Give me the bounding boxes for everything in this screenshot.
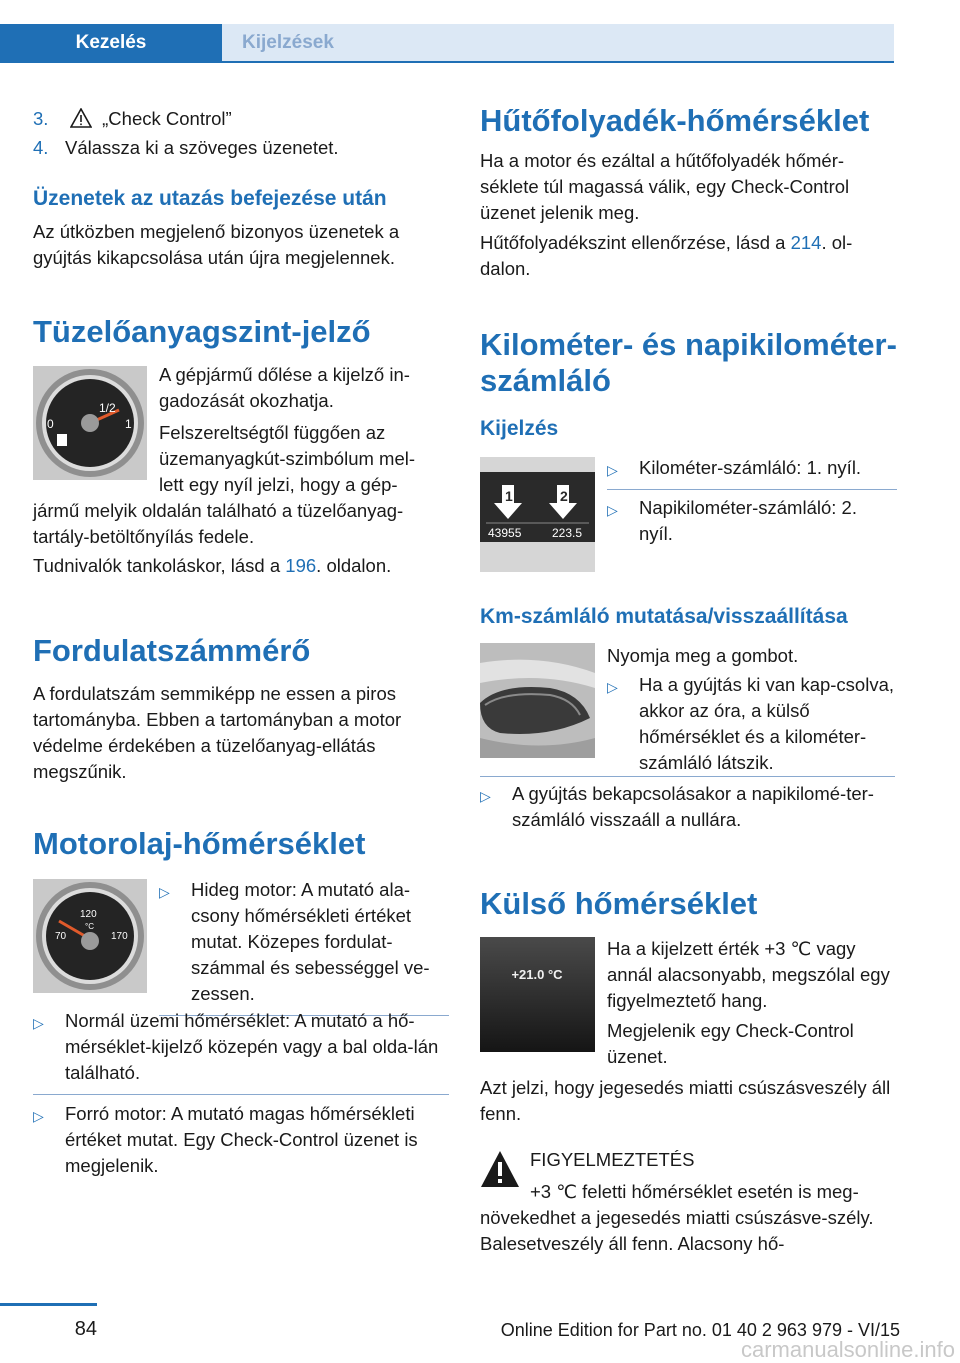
- divider: [480, 776, 895, 777]
- fuel-p2-b: lett egy nyíl jelzi, hogy a gép-: [159, 474, 398, 495]
- temp-display-icon: [480, 937, 595, 1052]
- fuel-p1: A gépjármű dőlése a kijelző in-gadozását okozhatja.: [159, 364, 410, 411]
- oil-list-2: [33, 1008, 449, 1179]
- triangle-bullet-icon: ▷: [480, 788, 491, 804]
- triangle-bullet-icon: ▷: [607, 462, 618, 478]
- list-item: ▷ Napikilométer-számláló: 2. nyíl.: [607, 495, 897, 547]
- warning-title: FIGYELMEZTETÉS: [530, 1149, 695, 1170]
- warning-text-a: +3 ℃ feletti hőmérséklet esetén is meg-: [530, 1181, 859, 1202]
- svg-text:70: 70: [55, 931, 67, 942]
- reset-p: Nyomja meg a gombot.: [607, 645, 799, 666]
- watermark: carmanualsonline.info: [740, 1337, 955, 1362]
- fuel-p3: Tudnivalók tankoláskor, lásd a 196. oldalon.: [33, 555, 392, 576]
- reset-button-icon: [480, 643, 595, 758]
- divider: [607, 489, 897, 490]
- divider: [33, 1094, 449, 1095]
- fuel-heading: Tüzelőanyagszint-jelző: [33, 314, 371, 349]
- page-link-196[interactable]: 196: [285, 555, 317, 576]
- ext-heading: Külső hőmérséklet: [480, 886, 758, 921]
- odometer-display-icon: [480, 457, 595, 572]
- ext-p3: Azt jelzi, hogy jegesedés miatti csúszásveszély áll fenn.: [480, 1077, 891, 1124]
- left-column: [33, 106, 448, 161]
- tab-kijelzesek[interactable]: Kijelzések: [222, 24, 894, 62]
- oil-list-1: [159, 877, 449, 1016]
- header-divider: [0, 61, 894, 63]
- step-4: 4. Válassza ki a szöveges üzenetet.: [33, 137, 339, 158]
- triangle-bullet-icon: ▷: [33, 1108, 44, 1124]
- warning-text-b: növekedhet a jegesedés miatti csúszásve-szély. Balesetveszély áll fenn. Alacsony hő-: [480, 1207, 874, 1254]
- warning-icon: [480, 1150, 520, 1190]
- odometer-image: [480, 457, 595, 572]
- triangle-bullet-icon: ▷: [159, 884, 170, 900]
- fuel-gauge-image: [33, 366, 147, 480]
- oil-temp-gauge-icon: [33, 879, 147, 993]
- oil-heading: Motorolaj-hőmérséklet: [33, 826, 366, 861]
- ext-p2: Megjelenik egy Check-Control üzenet.: [607, 1020, 854, 1067]
- list-item: ▷ Kilométer-számláló: 1. nyíl.: [607, 455, 897, 483]
- ext-p1: Ha a kijelzett érték +3 ℃ vagy annál alacsonyabb, megszólal egy figyelmeztető hang.: [607, 938, 890, 1011]
- list-item: ▷ Hideg motor: A mutató ala-csony hőmérsékleti értéket mutat. Közepes fordulat-számmal és sebességgel ve-zessen.: [159, 877, 449, 1007]
- page-number: 84: [74, 1318, 97, 1340]
- rev-heading: Fordulatszámmérő: [33, 633, 311, 668]
- reset-list-1: [607, 672, 897, 776]
- temp-display-image: [480, 937, 595, 1052]
- svg-text:°C: °C: [85, 922, 94, 931]
- step-3: 3. „Check Control”: [33, 108, 232, 129]
- msg-text: Az útközben megjelenő bizonyos üzenetek a gyújtás kikapcsolása után újra megjelennek.: [33, 221, 400, 268]
- msg-heading: Üzenetek az utazás befejezése után: [33, 187, 387, 210]
- display-subheading: Kijelzés: [480, 417, 559, 440]
- edition-text: Online Edition for Part no. 01 40 2 963 979 - VI/15: [500, 1320, 900, 1340]
- list-item: ▷ Forró motor: A mutató magas hőmérsékleti értéket mutat. Egy Check-Control üzenet is megjelenik.: [33, 1101, 449, 1179]
- svg-text:223.5: 223.5: [552, 526, 583, 540]
- svg-text:0: 0: [47, 417, 54, 431]
- reset-button-image: [480, 643, 595, 758]
- triangle-bullet-icon: ▷: [33, 1015, 44, 1031]
- km-heading: Kilométer- és napikilométer-számláló: [480, 327, 897, 398]
- svg-text:43955: 43955: [488, 526, 522, 540]
- svg-text:170: 170: [111, 931, 128, 942]
- svg-text:120: 120: [80, 909, 97, 920]
- list-item: ▷ Normál üzemi hőmérséklet: A mutató a hő-mérséklet-kijelző közepén vagy a bal olda-lán található.: [33, 1008, 449, 1086]
- svg-text:+21.0 °C: +21.0 °C: [511, 967, 563, 982]
- coolant-p2: Hűtőfolyadékszint ellenőrzése, lásd a 214. ol-dalon.: [480, 232, 853, 279]
- reset-subheading: Km-számláló mutatása/visszaállítása: [480, 605, 848, 628]
- tab-kezeles[interactable]: Kezelés: [0, 24, 222, 62]
- list-item: ▷ Ha a gyújtás ki van kap-csolva, akkor az óra, a külső hőmérséklet és a kilométer-számláló látszik.: [607, 672, 897, 776]
- reset-list-2: [480, 781, 895, 833]
- rev-text: A fordulatszám semmiképp ne essen a piros tartományba. Ebben a tartományban a motor védelme érdekében a tüzelőanyag-ellátás megszűnik.: [33, 683, 402, 782]
- list-item: ▷ A gyújtás bekapcsolásakor a napikilomé-ter-számláló visszaáll a nullára.: [480, 781, 895, 833]
- triangle-bullet-icon: ▷: [607, 502, 618, 518]
- svg-text:1: 1: [125, 417, 132, 431]
- fuel-gauge-icon: [33, 366, 147, 480]
- svg-text:2: 2: [560, 488, 568, 504]
- coolant-heading: Hűtőfolyadék-hőmérséklet: [480, 103, 870, 138]
- warning-triangle-icon: [70, 108, 92, 128]
- fuel-p2-a: Felszereltségtől függően az üzemanyagkút-szimbólum mel-: [159, 422, 416, 469]
- display-list: [607, 455, 897, 547]
- fuel-p2-c: jármű melyik oldalán található a tüzelőanyag-tartály-betöltőnyílás fedele.: [33, 500, 404, 547]
- svg-text:1/2: 1/2: [99, 401, 116, 415]
- page-link-214[interactable]: 214: [790, 232, 822, 253]
- coolant-p1: Ha a motor és ezáltal a hűtőfolyadék hőmér-séklete túl magassá válik, egy Check-Control üzenet jelenik meg.: [480, 150, 850, 223]
- oil-gauge-image: [33, 879, 147, 993]
- footer-spacer: [0, 1303, 97, 1304]
- svg-text:1: 1: [505, 488, 513, 504]
- triangle-bullet-icon: ▷: [607, 679, 618, 695]
